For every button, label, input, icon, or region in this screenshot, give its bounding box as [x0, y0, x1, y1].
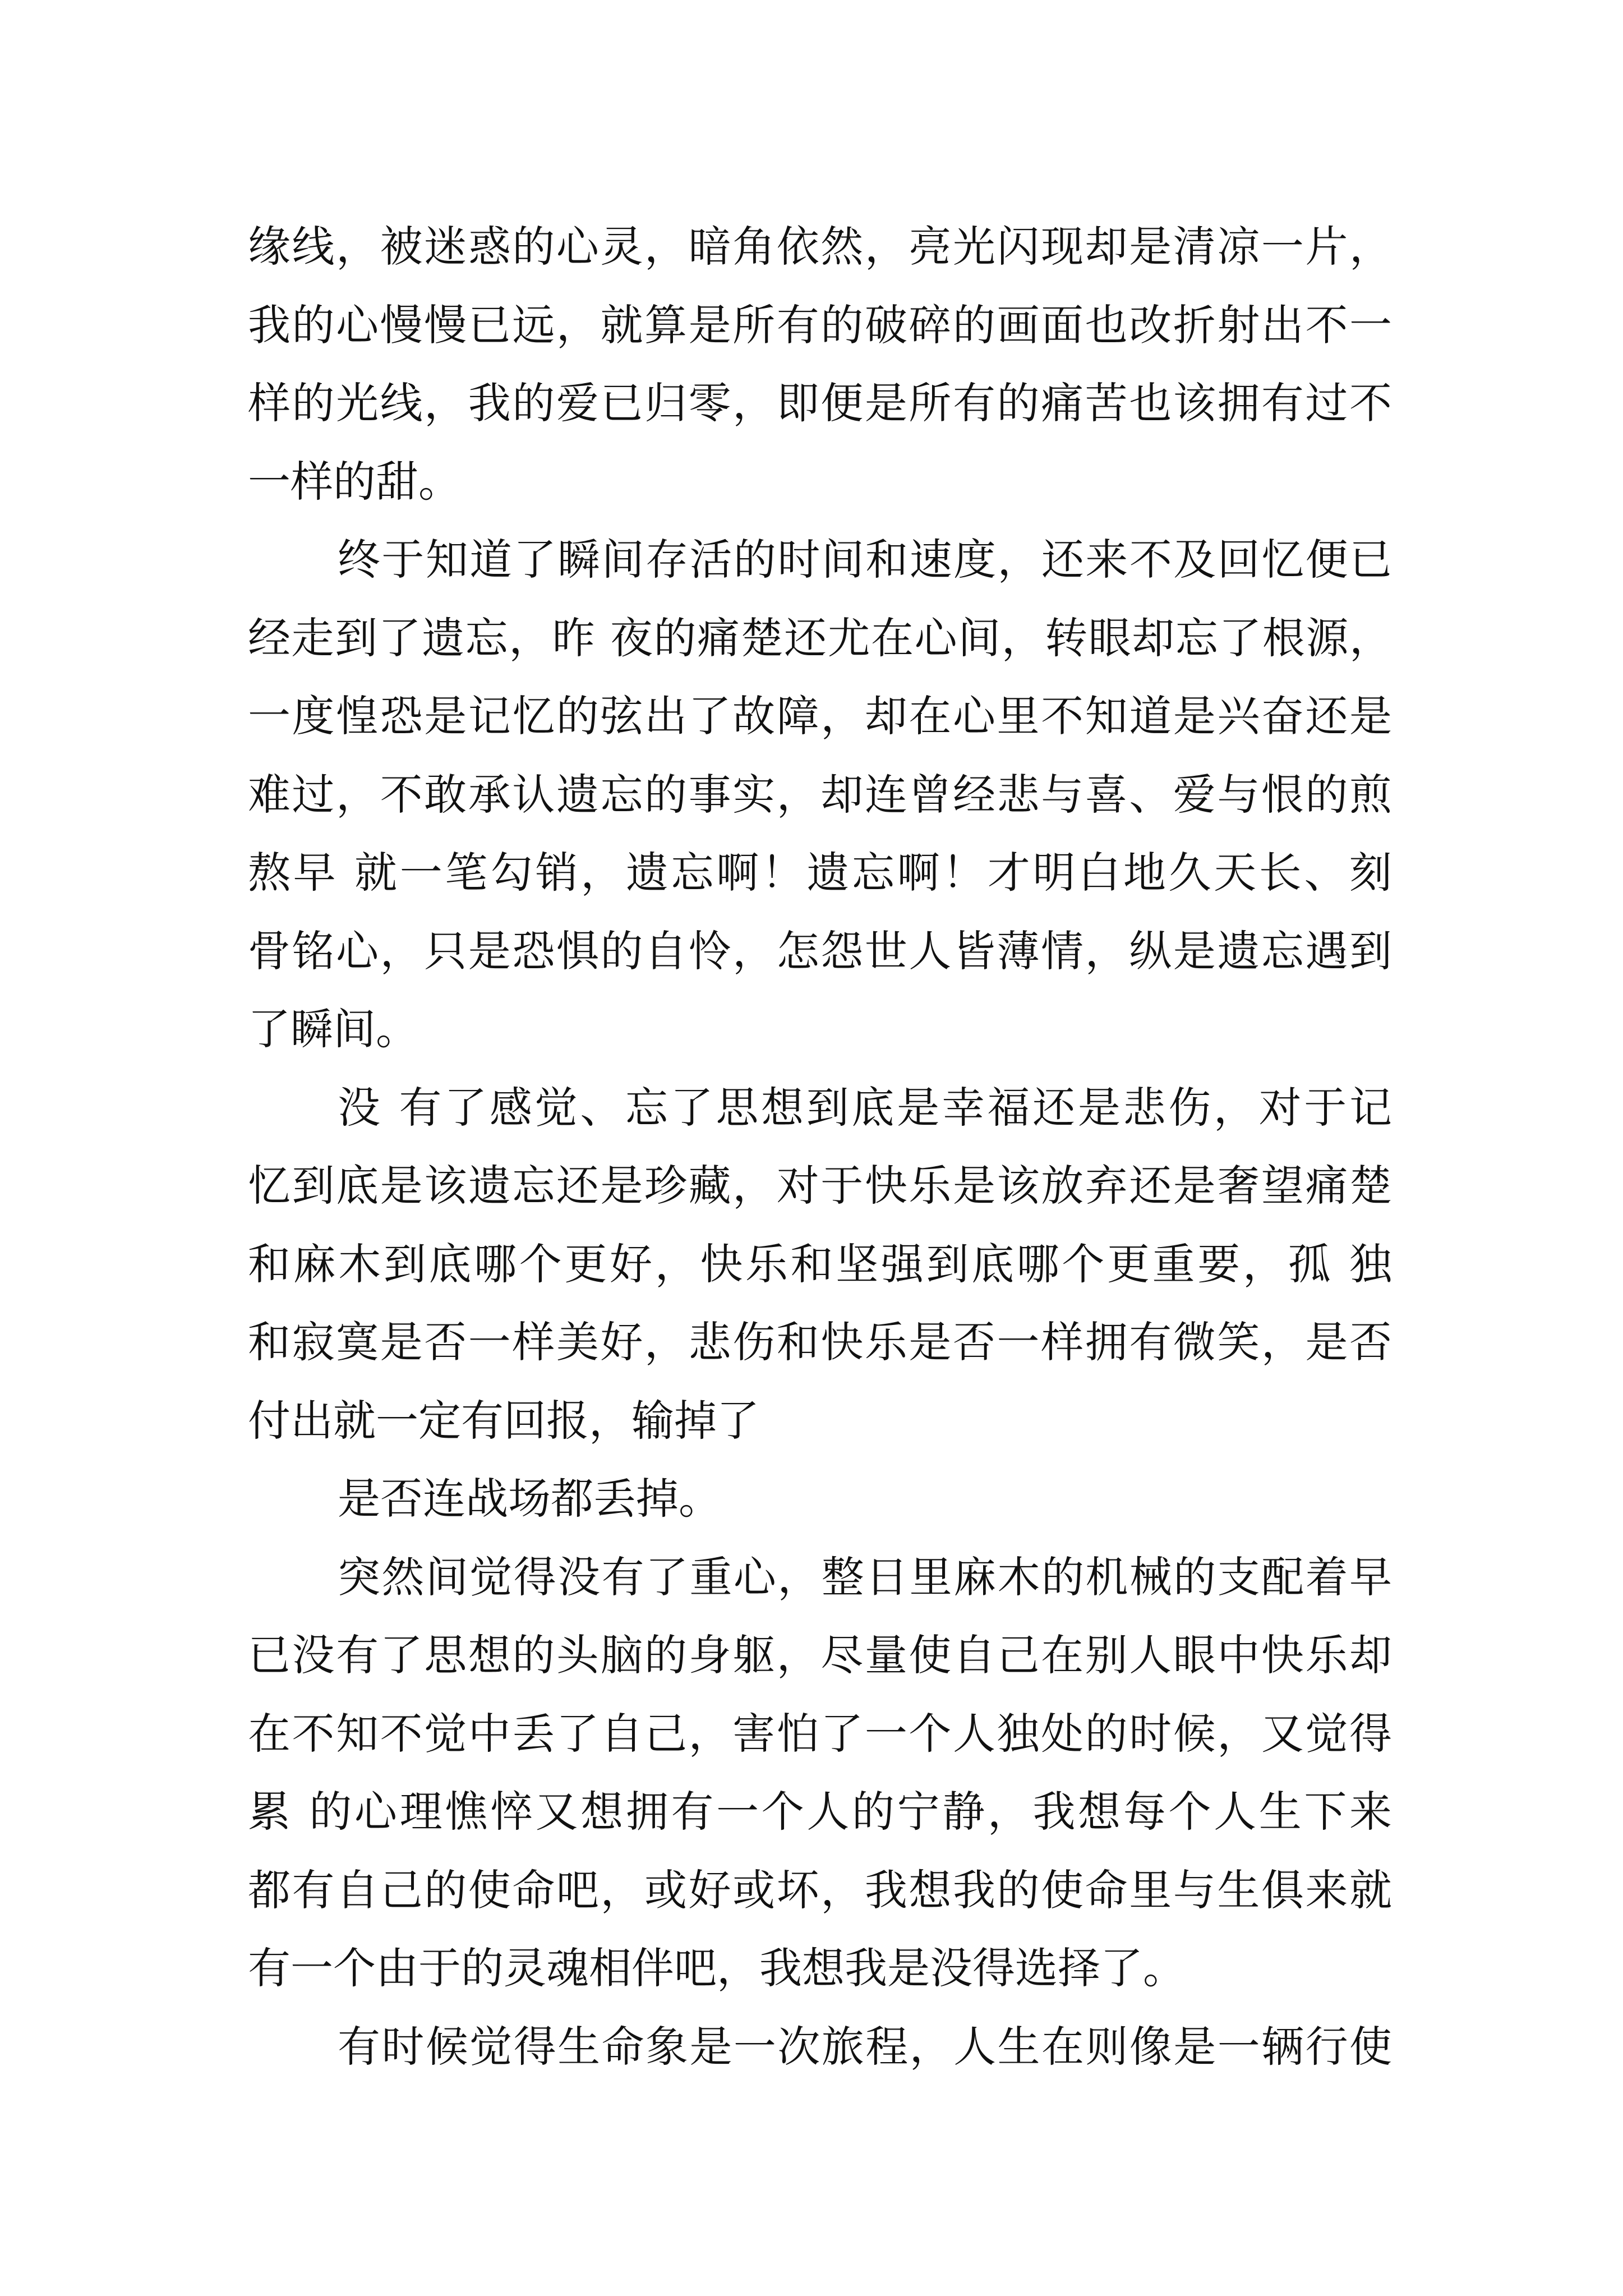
text-line: 忆到底是该遗忘还是珍藏，对于快乐是该放弃还是奢望痛楚 — [248, 1161, 1392, 1211]
text-line: 是否连战场都丢掉。 — [338, 1474, 721, 1524]
text-line: 终于知道了瞬间存活的时间和速度，还来不及回忆便已 — [338, 535, 1392, 585]
text-line: 了瞬间。 — [248, 1004, 418, 1054]
text-line: 已没有了思想的头脑的身躯，尽量使自己在别人眼中快乐却 — [248, 1630, 1392, 1680]
text-line: 骨铭心，只是恐惧的自怜，怎怨世人皆薄情，纵是遗忘遇到 — [248, 926, 1392, 976]
text-line: 和寂寞是否一样美好，悲伤和快乐是否一样拥有微笑，是否 — [248, 1317, 1392, 1367]
text-line: 突然间觉得没有了重心，整日里麻木的机械的支配着早 — [338, 1552, 1392, 1602]
text-line: 累 的心理憔悴又想拥有一个人的宁静，我想每个人生下来 — [248, 1787, 1392, 1837]
text-line: 付出就一定有回报，输掉了 — [248, 1395, 759, 1446]
text-line: 有一个由于的灵魂相伴吧，我想我是没得选择了。 — [248, 1943, 1186, 1993]
text-line: 熬早 就一笔勾销，遗忘啊！遗忘啊！才明白地久天长、刻 — [248, 848, 1392, 898]
text-line: 难过，不敢承认遗忘的事实，却连曾经悲与喜、爱与恨的煎 — [248, 769, 1392, 820]
text-line: 没 有了感觉、忘了思想到底是幸福还是悲伤，对于记 — [338, 1082, 1392, 1133]
text-line: 经走到了遗忘，昨 夜的痛楚还尤在心间，转眼却忘了根源， — [248, 613, 1392, 663]
text-line: 我的心慢慢已远，就算是所有的破碎的画面也改折射出不一 — [248, 300, 1392, 350]
text-line: 缘线，被迷惑的心灵，暗角依然，亮光闪现却是清凉一片， — [248, 222, 1392, 272]
text-line: 一度惶恐是记忆的弦出了故障，却在心里不知道是兴奋还是 — [248, 691, 1392, 741]
text-line: 在不知不觉中丢了自己，害怕了一个人独处的时候，又觉得 — [248, 1708, 1392, 1759]
body-text — [248, 208, 1392, 2086]
text-line: 和麻木到底哪个更好，快乐和坚强到底哪个更重要，孤 独 — [248, 1239, 1392, 1289]
text-line: 样的光线，我的爱已归零，即便是所有的痛苦也该拥有过不 — [248, 378, 1392, 428]
text-line: 有时候觉得生命象是一次旅程，人生在则像是一辆行使 — [338, 2021, 1392, 2072]
text-line: 一样的甜。 — [248, 456, 461, 507]
text-line: 都有自己的使命吧，或好或坏，我想我的使命里与生俱来就 — [248, 1865, 1392, 1915]
